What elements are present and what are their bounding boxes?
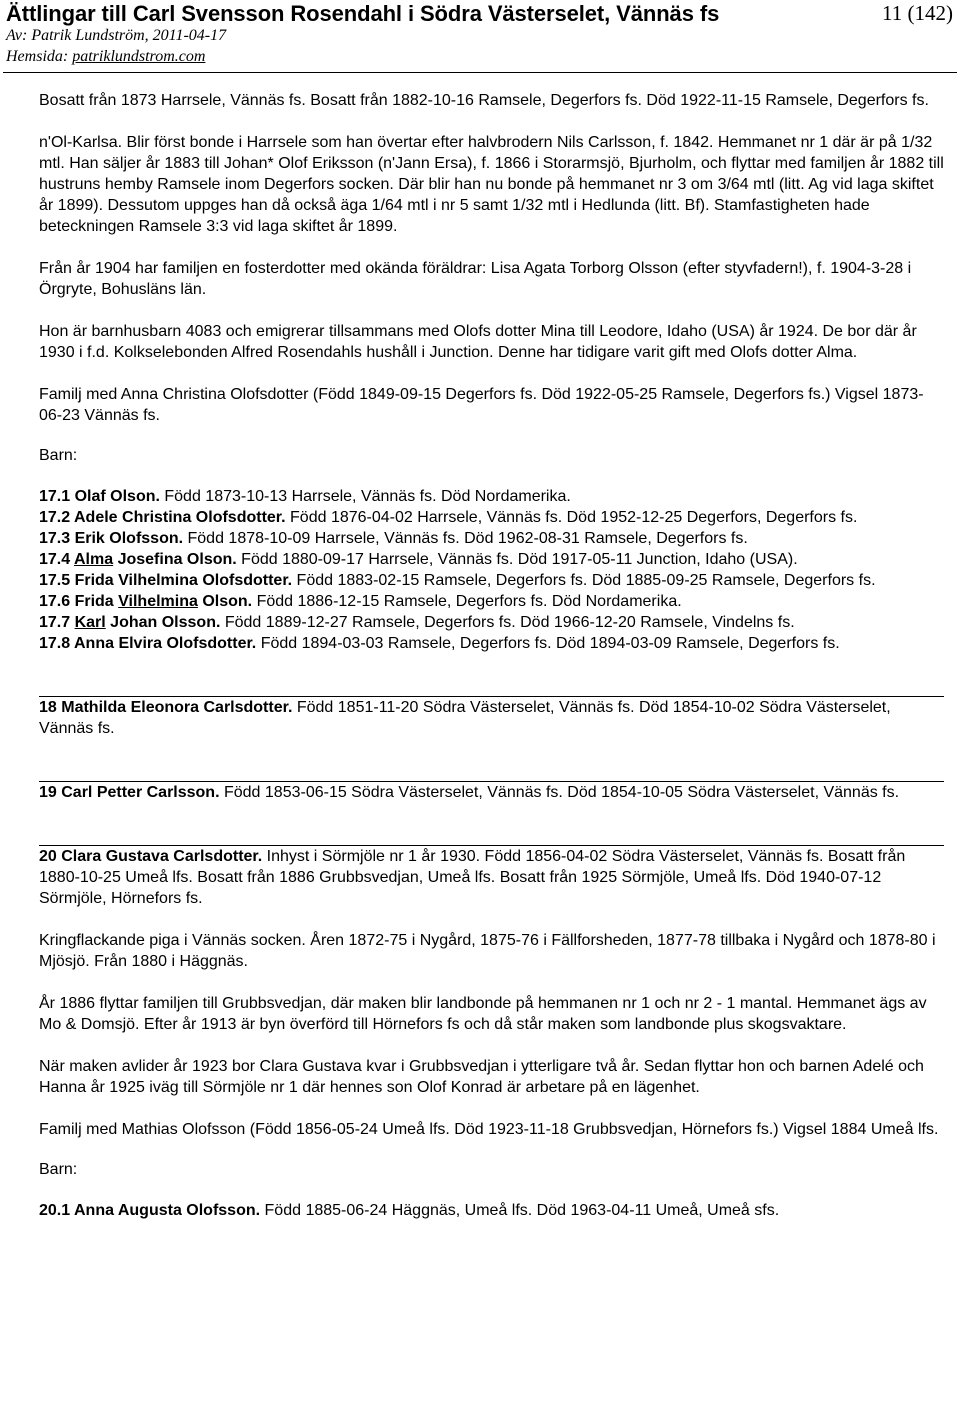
child-name: 17.8 Anna Elvira Olofsdotter.	[39, 635, 257, 652]
child-name-pre: 17.7	[39, 614, 75, 631]
children-label: Barn:	[39, 447, 78, 464]
child-name	[39, 593, 252, 610]
child-name-post: Josefina Olson.	[113, 551, 237, 568]
entry-20-paragraph-2: Kringflackande piga i Vännäs socken. Åren 1872-75 i Nygård, 1875-76 i Fällforsheden, 1877-78 tillbaka i Nygård och 1878-80 i Mjösjö. Från 1880 i Häggnäs.	[39, 932, 936, 970]
entry-20-paragraph-3: År 1886 flyttar familjen till Grubbsvedjan, där maken blir landbonde på hemmanen nr 1 och nr 2 - 1 mantal. Hemmanet ägs av Mo & Domsjö. Efter år 1913 är byn överförd till Hörnefors fs och då står maken som landbonde plus skogsvaktare.	[39, 995, 927, 1033]
child-name: 17.5 Frida Vilhelmina Olofsdotter.	[39, 572, 293, 589]
child-entry	[39, 1200, 944, 1221]
page-number: 11 (142)	[882, 1, 953, 25]
child-entry	[39, 591, 944, 612]
entry-19-details: Född 1853-06-15 Södra Västerselet, Vännäs fs. Död 1854-10-05 Södra Västerselet, Vännäs fs.	[219, 784, 900, 801]
author-line: Av: Patrik Lundström, 2011-04-17	[6, 27, 227, 44]
homepage-line	[6, 48, 205, 66]
entry-18-name: 18 Mathilda Eleonora Carlsdotter.	[39, 699, 293, 716]
child-details: Född 1878-10-09 Harrsele, Vännäs fs. Död 1962-08-31 Ramsele, Degerfors fs.	[183, 530, 748, 547]
entry-20-details: Inhyst i Sörmjöle nr 1 år 1930. Född 1856-04-02 Södra Västerselet, Vännäs fs. Bosatt från 1880-10-25 Umeå lfs. Bosatt från 1886 Grubbsvedjan, Umeå lfs. Bosatt från 1925 Sörmjöle, Umeå lfs. Död 1940-07-12 Sörmjöle, Hörnefors fs.	[39, 848, 906, 907]
entry-20	[39, 846, 944, 909]
child-details: Född 1883-02-15 Ramsele, Degerfors fs. Död 1885-09-25 Ramsele, Degerfors fs.	[292, 572, 876, 589]
child-name-pre: 17.4	[39, 551, 74, 568]
child-details: Född 1885-06-24 Häggnäs, Umeå lfs. Död 1963-04-11 Umeå, Umeå sfs.	[260, 1202, 780, 1219]
child-details: Född 1880-09-17 Harrsele, Vännäs fs. Död 1917-05-11 Junction, Idaho (USA).	[236, 551, 798, 568]
child-details: Född 1886-12-15 Ramsele, Degerfors fs. Död Nordamerika.	[252, 593, 682, 610]
paragraph-residence: Bosatt från 1873 Harrsele, Vännäs fs. Bosatt från 1882-10-16 Ramsele, Degerfors fs. Död 1922-11-15 Ramsele, Degerfors fs.	[39, 92, 929, 109]
child-entry	[39, 612, 944, 633]
child-name: 17.3 Erik Olofsson.	[39, 530, 184, 547]
child-name: 20.1 Anna Augusta Olofsson.	[39, 1202, 261, 1219]
document-title: Ättlingar till Carl Svensson Rosendahl i Södra Västerselet, Vännäs fs	[6, 1, 720, 26]
entry-19	[39, 782, 944, 803]
paragraph-emigration: Hon är barnhusbarn 4083 och emigrerar tillsammans med Olofs dotter Mina till Leodore, Idaho (USA) år 1924. De bor där år 1930 i f.d. Kolkselebonden Alfred Rosendahls hushåll i Junction. Denne har tidigare varit gift med Olofs dotter Alma.	[39, 323, 917, 361]
child-entry	[39, 633, 944, 654]
child-entry	[39, 570, 944, 591]
child-name-underlined: Vilhelmina	[118, 593, 198, 610]
homepage-link[interactable]: patriklundstrom.com	[72, 48, 206, 65]
entry-20-name: 20 Clara Gustava Carlsdotter.	[39, 848, 263, 865]
children-list	[39, 486, 944, 654]
child-name: 17.2 Adele Christina Olofsdotter.	[39, 509, 286, 526]
child-entry	[39, 528, 944, 549]
entry-20-paragraph-4: När maken avlider år 1923 bor Clara Gustava kvar i Grubbsvedjan i ytterligare två år. Sedan flyttar hon och barnen Adelé och Hanna år 1925 iväg till Sörmjöle nr 1 där hennes son Olof Konrad är arbetare på en lägenhet.	[39, 1058, 924, 1096]
page-header	[3, 0, 957, 73]
homepage-label: Hemsida:	[6, 48, 69, 65]
child-name-post: Johan Olsson.	[105, 614, 221, 631]
child-name	[39, 614, 220, 631]
paragraph-foster-daughter: Från år 1904 har familjen en fosterdotter med okända föräldrar: Lisa Agata Torborg Olsson (efter styvfadern!), f. 1904-3-28 i Örgryte, Bohusläns län.	[39, 260, 912, 298]
child-details: Född 1876-04-02 Harrsele, Vännäs fs. Död 1952-12-25 Degerfors, Degerfors fs.	[285, 509, 858, 526]
child-entry	[39, 549, 944, 570]
child-name	[39, 551, 237, 568]
paragraph-biography: n'Ol-Karlsa. Blir först bonde i Harrsele som han övertar efter halvbrodern Nils Carlsson, f. 1842. Hemmanet nr 1 där är på 1/32 mtl. Han säljer år 1883 till Johan* Olof Eriksson (n'Jann Ersa), f. 1866 i Storarmsjö, Bjurholm, och flyttar med familjen år 1882 till hustruns hemby Ramsele inom Degerfors socken. Där blir han nu bonde på hemmanet nr 3 om 3/64 mtl (litt. Ag vid laga skiftet år 1899). Dessutom uppges han då också äga 1/64 mtl i nr 5 samt 1/32 mtl i Hedlunda (litt. Bf). Stamfastigheten hade beteckningen Ramsele 3:3 vid laga skiftet år 1899.	[39, 134, 944, 235]
entry-20-family: Familj med Mathias Olofsson (Född 1856-05-24 Umeå lfs. Död 1923-11-18 Grubbsvedjan, Hörnefors fs.) Vigsel 1884 Umeå lfs.	[39, 1121, 939, 1138]
paragraph-family: Familj med Anna Christina Olofsdotter (Född 1849-09-15 Degerfors fs. Död 1922-05-25 Ramsele, Degerfors fs.) Vigsel 1873-06-23 Vännäs fs.	[39, 386, 924, 424]
child-name: 17.1 Olaf Olson.	[39, 488, 160, 505]
entry-18	[39, 697, 944, 739]
entry-19-name: 19 Carl Petter Carlsson.	[39, 784, 220, 801]
child-entry	[39, 486, 944, 507]
children-label: Barn:	[39, 1161, 78, 1178]
child-name-underlined: Alma	[74, 551, 114, 568]
child-entry	[39, 507, 944, 528]
entry-18-details: Född 1851-11-20 Södra Västerselet, Vännäs fs. Död 1854-10-02 Södra Västerselet, Vännäs fs.	[39, 699, 891, 737]
child-details: Född 1894-03-03 Ramsele, Degerfors fs. Död 1894-03-09 Ramsele, Degerfors fs.	[256, 635, 840, 652]
child-details: Född 1889-12-27 Ramsele, Degerfors fs. Död 1966-12-20 Ramsele, Vindelns fs.	[220, 614, 795, 631]
child-name-post: Olson.	[197, 593, 253, 610]
child-name-pre: 17.6 Frida	[39, 593, 119, 610]
document-body	[39, 90, 944, 1242]
child-details: Född 1873-10-13 Harrsele, Vännäs fs. Död Nordamerika.	[159, 488, 571, 505]
child-name-underlined: Karl	[74, 614, 106, 631]
